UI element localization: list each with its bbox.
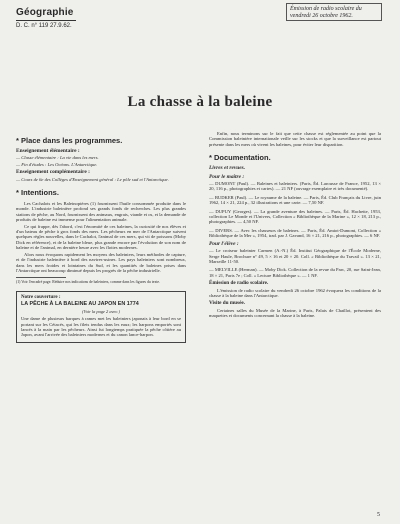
reference-item: — DIVERS. — Avec les chasseurs de baleines. — Paris, Éd. Amiot-Dumont, Collection « Bibliothèque de la Mer », 1954, trad. par J. Gavand, 16 × 21, 216 p., photographies. — 6 NF.: [209, 227, 381, 239]
intentions-heading: * Intentions.: [16, 188, 59, 198]
footnote-rule: [16, 277, 66, 278]
left-column: [16, 130, 186, 343]
page-title: La chasse à la baleine: [127, 94, 273, 110]
footnote: (1) Voir l'encadré page. Réduire nos indications de baleiniers, comme dans les figures du texte.: [16, 280, 161, 285]
intentions-paragraph: Alors nous évoquons rapidement les moyens des baleiniers, leurs méthodes de capture, et de l'industrie baleinière à bord des navires-usines. Les pays baleiniers sont nombreux, dans les mers froides et lointaines du Sud, et les quantités de baleines prises dans l'Antarctique ont beaucoup diminué depuis les progrès de la pêche industrielle.: [16, 251, 186, 273]
reference-item: — DUMONT (Paul). — Baleines et baleiniers. (Paris, Éd. Larousse de France, 1952, 13 × 20, 116 p., photographies et cartes). — 21 NF (ouvrage exemplaire et très documenté).: [209, 181, 381, 192]
radio-heading: Émission de radio scolaire.: [209, 280, 269, 287]
reference-item: — MELVILLE (Herman). — Moby Dick. Collection de la revue du Parc, 20, rue Saint-Jean, 18 × 21, Paris 7e ; Coll. « Lecture Bibliothèque ». — 1 NF.: [209, 267, 381, 278]
reference-item: — Le croiseur baleinier Carmen (A.-N.) Éd. Institut Géographique de l'École Moderne, Serge Haule, Brochure n° 49, 5 × 16 et 20 × 20. Coll. « Bibliothèque du Travail ». 13 × 21, Marseille 11-50.: [209, 248, 381, 264]
elem-line-2: — Fin d'études : Les Océans. L'Antarctique.: [16, 161, 98, 167]
category-label: Géographie: [16, 7, 74, 18]
reference-item: — DUPUY (Georges). — La grande aventure des baleines. — Paris, Éd. Hachette, 1953, collection Le Monde et l'Univers, Collection « Bibliothèque de la Marine », 12 × 18, 213 p., photographies. — 4,50 NF.: [209, 208, 381, 225]
right-column: [209, 131, 381, 320]
elem-line-1: — Classe élémentaire : La vie dans les mers.: [16, 155, 99, 161]
box-subtitle: LA PÊCHE À LA BALEINE AU JAPON EN 1774: [21, 301, 139, 308]
documentation-heading: * Documentation.: [209, 153, 271, 163]
box-title: Notre couverture :: [21, 294, 61, 300]
museum-heading: Visite du musée.: [209, 300, 245, 307]
emission-box: Émission de radio scolaire du vendredi 26 octobre 1962.: [286, 3, 382, 21]
radio-text: L'émission de radio scolaire du vendredi 26 octobre 1962 évoquera les conditions de la chasse à la baleine dans l'Antarctique.: [209, 287, 381, 298]
category-rule: [16, 20, 76, 21]
ens-compl-label: Enseignement complémentaire :: [16, 169, 90, 176]
compl-text: — Cours de 6e des Collèges d'Enseignement général : Le pôle sud et l'Antarctique.: [16, 176, 169, 182]
reference-item: — BUDKER (Paul). — Le royaume de la baleine. — Paris, Éd. Club Français du Livre, juin 1962, 14 × 21, 224 p., 32 illustrations et une carte. — 7,50 NF.: [209, 194, 381, 206]
intentions-paragraph: Ce qui frappe, dès l'abord, c'est l'énormité de ces baleines, la curiosité de nos élèves et d'un bateau de pêche à gros fonds des mers. Les pêcheurs en mer de l'Antarctique suivent quelques règles nouvelles, dans le Cachalot, l'animal de ces mers, qui vit de poissons (Moby Dick en référence), et de la baleine bleue, plus grande encore par l'évolution de son nom de baleine et de l'animal, en dernière heure avec les flottes modernes.: [16, 223, 186, 251]
documentation-subheading: Livres et revues.: [209, 165, 246, 172]
intro-text: Enfin, nous terminons sur le fait que cette chasse est réglementée au point que la Commission baleinière internationale veille sur les stocks et que la surveillance est partout présente dans les mers où vivent les baleines, pour éviter leur disparition.: [209, 131, 381, 147]
place-heading: * Place dans les programmes.: [16, 136, 123, 145]
cover-note-box: [16, 291, 186, 343]
teacher-label: Pour le maître :: [209, 173, 245, 180]
page-number: 5: [377, 512, 380, 518]
header-left: [16, 7, 76, 29]
document-code: D. C. n° 119 27.9.62.: [16, 23, 72, 29]
student-label: Pour l'élève :: [209, 240, 239, 247]
museum-text: Certaines salles du Musée de la Marine, à Paris, Palais de Chaillot, présentent des maquettes et documents concernant la chasse à la baleine.: [209, 307, 381, 319]
intentions-paragraph: Les Cachalots et les Baleinoptères (1) fournissent l'huile consommée produite dans le monde. L'industrie baleinière profond ses grands fonds de recherches. Les plus grandes stations de pêche, au Nord, fournissent des animaux, engrais, viande et os, et la demande de produits de baleine est immense pour l'alimentation animale.: [16, 201, 186, 223]
box-text: Une dame de plusieurs barques à rames met les baleiniers japonais à leur bord en se portant sur les Cétacés, qui les filets tendus dans les eaux; les harpons emportés sont lancés à la main par les pêcheurs. Ainsi fut longtemps pratiquée la pêche côtière au Japon, avant l'arrivée des baleiniers modernes et du canon lance-harpon.: [21, 316, 181, 338]
ens-elem-label: Enseignement élémentaire :: [16, 148, 80, 154]
box-caption: (Voir la page 2 avec.): [82, 308, 120, 314]
